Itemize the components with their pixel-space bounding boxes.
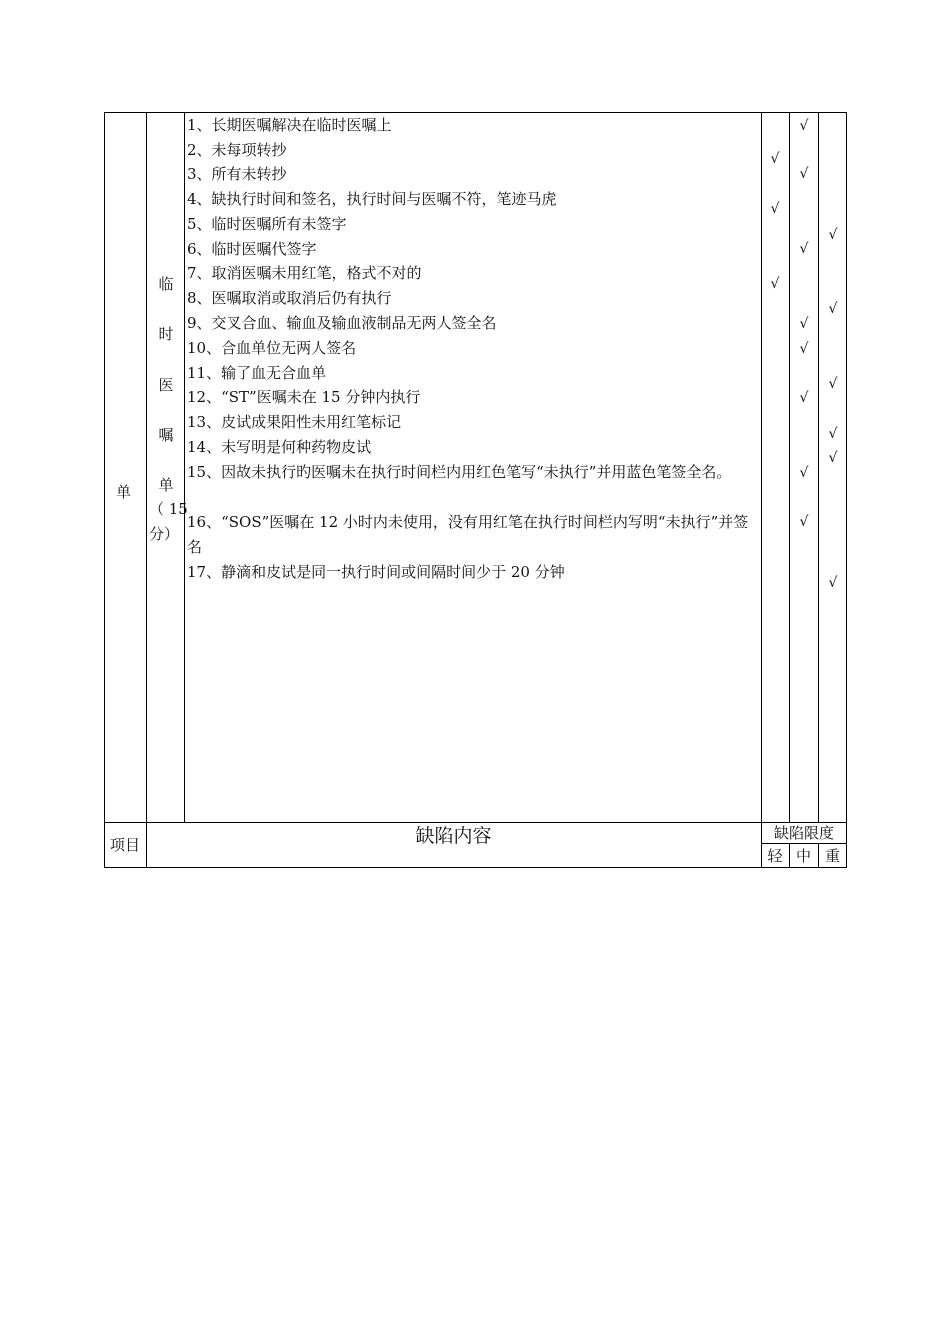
defect-item-10: 10、合血单位无两人签名 — [187, 339, 357, 357]
subsection-char-2: 时 — [158, 325, 174, 343]
defect-item-6: 6、临时医嘱代签字 — [187, 240, 317, 258]
check-mark-medium-item-10: √ — [799, 341, 809, 357]
defect-item-3: 3、所有未转抄 — [187, 165, 287, 183]
subsection-char-1: 临 — [158, 275, 174, 293]
check-mark-heavy-item-14: √ — [828, 450, 838, 466]
divider-col-section — [146, 112, 147, 822]
defect-item-4: 4、缺执行时间和签名，执行时间与医嘱不符，笔迹马虎 — [187, 190, 557, 208]
divider-col-medium — [818, 112, 819, 822]
check-mark-heavy-item-5: √ — [828, 227, 838, 243]
check-mark-light-item-2: √ — [770, 151, 780, 167]
check-mark-heavy-item-17: √ — [828, 575, 838, 591]
check-mark-heavy-item-13: √ — [828, 426, 838, 442]
subsection-char-4: 嘱 — [158, 426, 174, 444]
defect-item-8: 8、医嘱取消或取消后仍有执行 — [187, 289, 392, 307]
defect-item-11: 11、输了血无合血单 — [187, 364, 327, 382]
divider-footer-top — [104, 822, 847, 823]
defect-item-16: 16、“SOS”医嘱在 12 小时内未使用，没有用红笔在执行时间栏内写明“未执行”并签名 — [187, 513, 749, 556]
footer-medium-label: 中 — [795, 847, 811, 865]
subsection-score-line2: 分） — [149, 525, 180, 543]
check-mark-medium-item-15: √ — [799, 465, 809, 481]
footer-degree-label: 缺陷限度 — [773, 824, 834, 842]
subsection-char-3: 医 — [158, 376, 174, 394]
defect-item-1: 1、长期医嘱解决在临时医嘱上 — [187, 116, 392, 134]
section-label: 单 — [116, 483, 132, 501]
defect-item-9: 9、交叉合血、输血及输血液制品无两人签全名 — [187, 314, 497, 332]
check-mark-heavy-item-8: √ — [828, 301, 838, 317]
check-mark-medium-item-9: √ — [799, 316, 809, 332]
defect-item-13: 13、皮试成果阳性未用红笔标记 — [187, 413, 402, 431]
footer-light-label: 轻 — [767, 847, 783, 865]
check-mark-medium-item-6: √ — [799, 241, 809, 257]
defect-item-5: 5、临时医嘱所有未签字 — [187, 215, 347, 233]
defect-item-15: 15、因故未执行旳医嘱未在执行时间栏内用红色笔写“未执行”并用蓝色笔签全名。 — [187, 463, 732, 481]
divider-col-content — [761, 112, 762, 868]
footer-project-label: 项目 — [109, 836, 140, 854]
check-mark-light-item-7: √ — [770, 276, 780, 292]
check-mark-heavy-item-11: √ — [828, 376, 838, 392]
defect-item-17: 17、静滴和皮试是同一执行时间或间隔时间少于 20 分钟 — [187, 563, 565, 581]
footer-content-label: 缺陷内容 — [415, 825, 492, 847]
footer-heavy-label: 重 — [824, 847, 840, 865]
divider-col-light — [789, 112, 790, 822]
defect-item-7: 7、取消医嘱未用红笔，格式不对的 — [187, 264, 422, 282]
subsection-score-line1: （ 15 — [149, 500, 188, 518]
check-mark-medium-item-12: √ — [799, 390, 809, 406]
check-mark-light-item-4: √ — [770, 201, 780, 217]
check-mark-medium-item-3: √ — [799, 166, 809, 182]
check-mark-medium-item-1: √ — [799, 118, 809, 134]
defect-item-14: 14、未写明是何种药物皮试 — [187, 438, 372, 456]
defect-item-2: 2、未每项转抄 — [187, 141, 287, 159]
divider-degree — [761, 843, 847, 844]
check-mark-medium-item-16: √ — [799, 514, 809, 530]
defect-item-12: 12、“ST”医嘱未在 15 分钟内执行 — [187, 388, 421, 406]
subsection-char-5: 单 — [158, 476, 174, 494]
divider-col-subsection — [184, 112, 185, 822]
